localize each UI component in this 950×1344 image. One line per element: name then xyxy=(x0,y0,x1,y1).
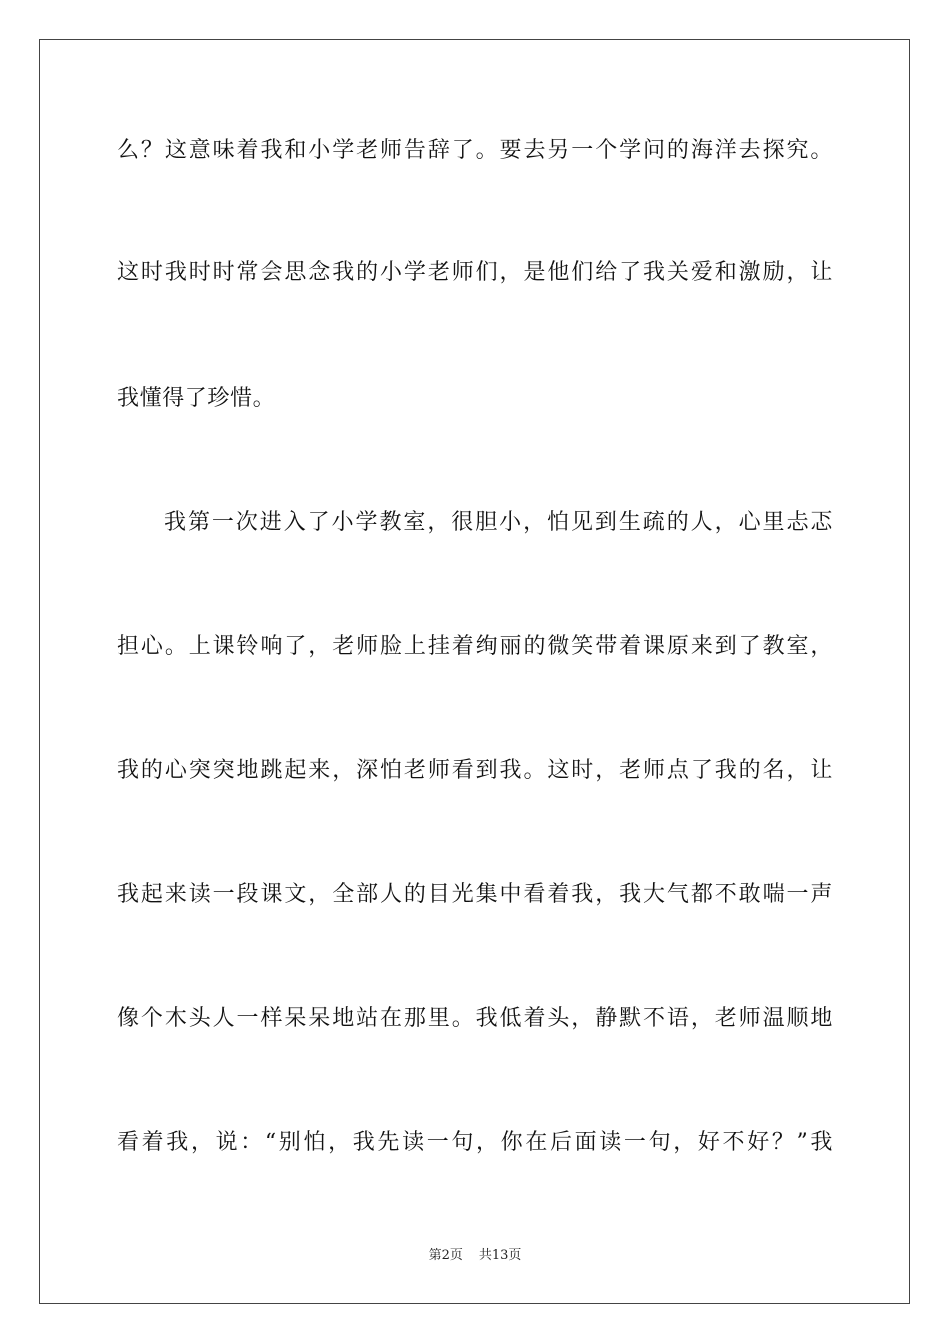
text-line-1: 么？这意味着我和小学老师告辞了。要去另一个学问的海洋去探究。 xyxy=(117,138,833,163)
page-frame xyxy=(39,39,910,1304)
text-line-6: 我的心突突地跳起来，深怕老师看到我。这时，老师点了我的名，让 xyxy=(117,758,833,783)
text-line-2: 这时我时时常会思念我的小学老师们，是他们给了我关爱和激励，让 xyxy=(117,260,833,285)
text-line-4-paragraph-start: 我第一次进入了小学教室，很胆小，怕见到生疏的人，心里忐忑 xyxy=(164,510,833,535)
text-line-7: 我起来读一段课文，全部人的目光集中看着我，我大气都不敢喘一声 xyxy=(117,882,833,907)
page-footer xyxy=(0,1247,950,1265)
text-line-8: 像个木头人一样呆呆地站在那里。我低着头，静默不语，老师温顺地 xyxy=(117,1006,833,1031)
text-line-9: 看着我，说：“别怕，我先读一句，你在后面读一句，好不好？”我 xyxy=(117,1130,833,1155)
text-line-5: 担心。上课铃响了，老师脸上挂着绚丽的微笑带着课原来到了教室， xyxy=(117,634,833,659)
page-total: 共13页 xyxy=(478,1248,522,1263)
text-line-3: 我懂得了珍惜。 xyxy=(117,386,276,411)
page-number: 第2页 xyxy=(428,1248,463,1263)
